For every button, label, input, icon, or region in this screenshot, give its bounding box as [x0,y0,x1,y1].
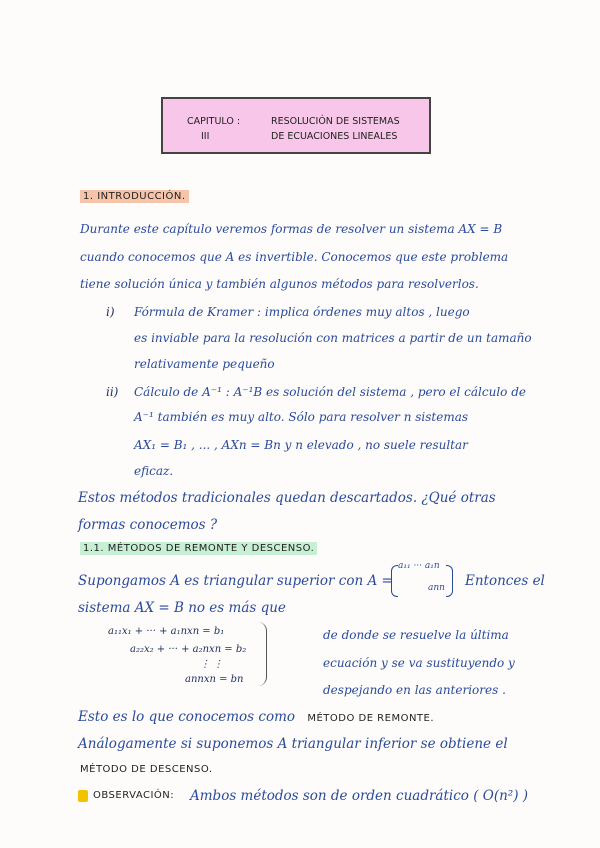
matrix-right-paren [446,565,453,597]
equation-3: ⋮ ⋮ [200,659,224,670]
observacion-bullet-icon [78,790,88,802]
section-heading-metodos: 1.1. MÉTODOS DE REMONTE Y DESCENSO. [80,543,317,554]
intro-line-1: Durante este capítulo veremos formas de resolver un sistema AX = B [80,222,503,236]
remonte-line-1b: Entonces el [465,573,545,589]
item-i-line-3: relativamente pequeño [134,357,275,371]
equation-1: a₁₁x₁ + ··· + a₁nxn = b₁ [108,626,225,637]
chapter-title-box [161,97,431,154]
matrix-bottom-entry: ann [428,583,445,593]
item-ii-line-2: A⁻¹ también es muy alto. Sólo para resolver n sistemas [134,410,469,424]
equation-2: a₂₂x₂ + ··· + a₂nxn = b₂ [130,644,247,655]
chapter-number: III [201,131,210,142]
item-i-line-1: Fórmula de Kramer : implica órdenes muy altos , luego [134,305,470,319]
chapter-title-line2: DE ECUACIONES LINEALES [271,131,398,142]
item-ii-line-3: AX₁ = B₁ , ... , AXn = Bn y n elevado , no suele resultar [134,438,468,452]
remonte-line-1a: Supongamos A es triangular superior con A = [78,573,393,589]
descenso-line-1: Análogamente si suponemos A triangular inferior se obtiene el [78,736,508,752]
equation-4: annxn = bn [185,674,244,685]
chapter-label: CAPITULO : [187,116,241,127]
matrix-left-paren [391,565,398,597]
intro-line-3: tiene solución única y también algunos métodos para resolverlos. [80,277,479,291]
remonte-line-2: sistema AX = B no es más que [78,600,286,616]
remonte-conclusion: Esto es lo que conocemos como MÉTODO DE REMONTE. [78,709,435,725]
remonte-desc-3: despejando en las anteriores . [323,683,506,697]
item-ii-line-1: Cálculo de A⁻¹ : A⁻¹B es solución del sistema , pero el cálculo de [134,385,526,399]
item-ii-label: ii) [106,385,119,399]
observacion-text: Ambos métodos son de orden cuadrático ( O(n²) ) [190,788,529,804]
section-heading-introduccion: 1. INTRODUCCIÓN. [80,191,189,202]
remonte-desc-2: ecuación y se va sustituyendo y [323,656,515,670]
intro-line-2: cuando conocemos que A es invertible. Conocemos que este problema [80,250,509,264]
conclusion-line-2: formas conocemos ? [78,517,218,533]
item-i-line-2: es inviable para la resolución con matrices a partir de un tamaño [134,331,532,345]
remonte-desc-1: de donde se resuelve la última [323,628,509,642]
item-ii-line-4: eficaz. [134,464,174,478]
conclusion-line-1: Estos métodos tradicionales quedan descartados. ¿Qué otras [78,490,496,506]
observacion-label: OBSERVACIÓN: [93,790,175,801]
item-i-label: i) [106,305,115,319]
metodo-descenso-label: MÉTODO DE DESCENSO. [80,764,213,775]
system-brace [258,622,267,686]
metodo-remonte-label: MÉTODO DE REMONTE. [307,713,435,724]
matrix-top-row: a₁₁ ··· a₁n [398,561,440,571]
chapter-title-line1: RESOLUCIÓN DE SISTEMAS [271,116,400,127]
